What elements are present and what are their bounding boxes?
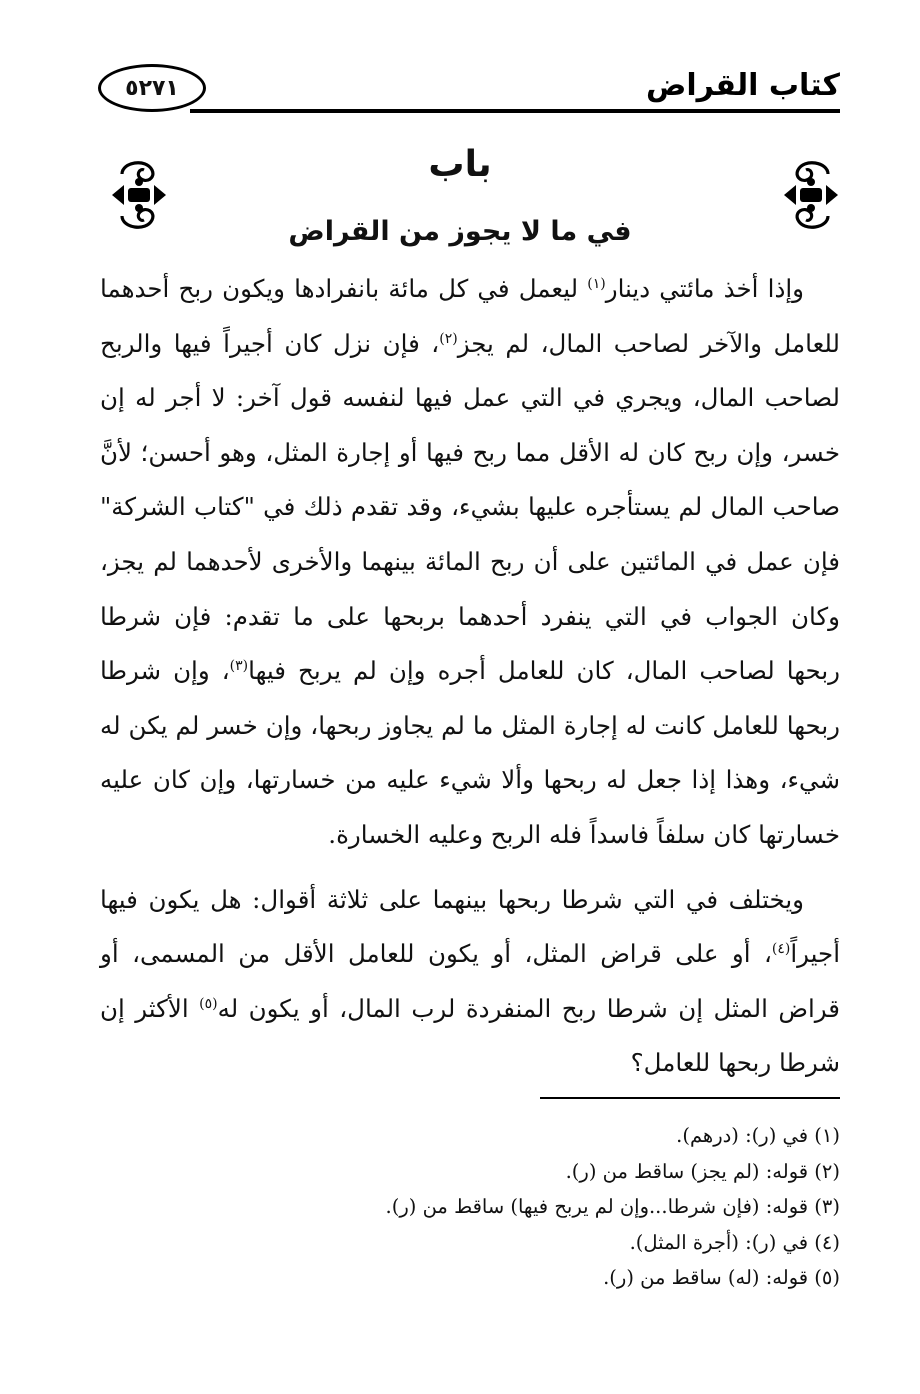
footnote-marker: (٣)	[229, 658, 249, 674]
footnote: (٥) قوله: (له) ساقط من (ر).	[603, 1266, 840, 1289]
page-number: ٥٢٧١	[125, 75, 179, 101]
footnote: (٤) في (ر): (أجرة المثل).	[629, 1230, 840, 1254]
footnote-marker: (٥)	[199, 995, 218, 1012]
chapter-label: باب	[428, 144, 492, 185]
page-number-badge	[98, 64, 206, 112]
footnote-separator	[540, 1097, 840, 1099]
header-rule	[190, 109, 840, 113]
footnote-marker: (١)	[587, 275, 606, 292]
footnote: (١) في (ر): (درهم).	[676, 1124, 840, 1147]
paragraph-2: ويختلف في التي شرطا ربحها بينهما على ثلاثة أقوال: هل يكون فيها أجيراً$^{(٤)}$، أو على قراض المثل، أو يكون للعامل الأقل من المسمى، أو قراض المثل إن شرطا ربح المنفردة لرب المال، أو يكون له$^{(٥)}$ الأكثر إن شرطا ربحها للعامل؟	[100, 884, 840, 1078]
footnotes	[100, 1118, 840, 1296]
body-text	[100, 262, 840, 1091]
footnote-marker: (٢)	[439, 330, 458, 347]
footnote: (٣) قوله: (فإن شرطا...وإن لم يربح فيها) ساقط من (ر).	[385, 1195, 840, 1218]
chapter-subtitle: في ما لا يجوز من القراض	[288, 216, 632, 247]
footnote-marker: (٤)	[771, 940, 791, 957]
running-header-title: كتاب القراض	[646, 68, 840, 103]
footnote: (٢) قوله: (لم يجز) ساقط من (ر).	[565, 1159, 840, 1183]
paragraph-1: وإذا أخذ مائتي دينار$^{(١)}$ ليعمل في كل مائة بانفرادها ويكون ربح أحدهما للعامل والآخر لصاحب المال، لم يجز$^{(٢)}$، فإن نزل كان أجيراً فيها والربح لصاحب المال، ويجري في التي عمل فيها لنفسه قول آخر: لا أجر له إن خسر، وإن ربح كان له الأقل مما ربح فيها أو إجارة المثل، وهو أحسن؛ لأنَّ صاحب المال لم يستأجره عليها بشيء، وقد تقدم ذلك في "كتاب الشركة" فإن عمل في المائتين على أن ربح المائة بينهما والأخرى لأحدهما لم يجز، وكان الجواب في التي ينفرد أحدهما بربحها على ما تقدم: فإن شرطا ربحها لصاحب المال، كان للعامل أجره وإن لم يربح فيها$^{(٣)}$، وإن شرطا ربحها للعامل كانت له إجارة المثل ما لم يجاوز ربحها، وإن خسر لم يكن له شيء، وهذا إذا جعل له ربحها وألا شيء عليه من خسارتها، وإن كان عليه خسارتها كان سلفاً فاسداً فله الربح وعليه الخسارة.	[100, 274, 841, 849]
